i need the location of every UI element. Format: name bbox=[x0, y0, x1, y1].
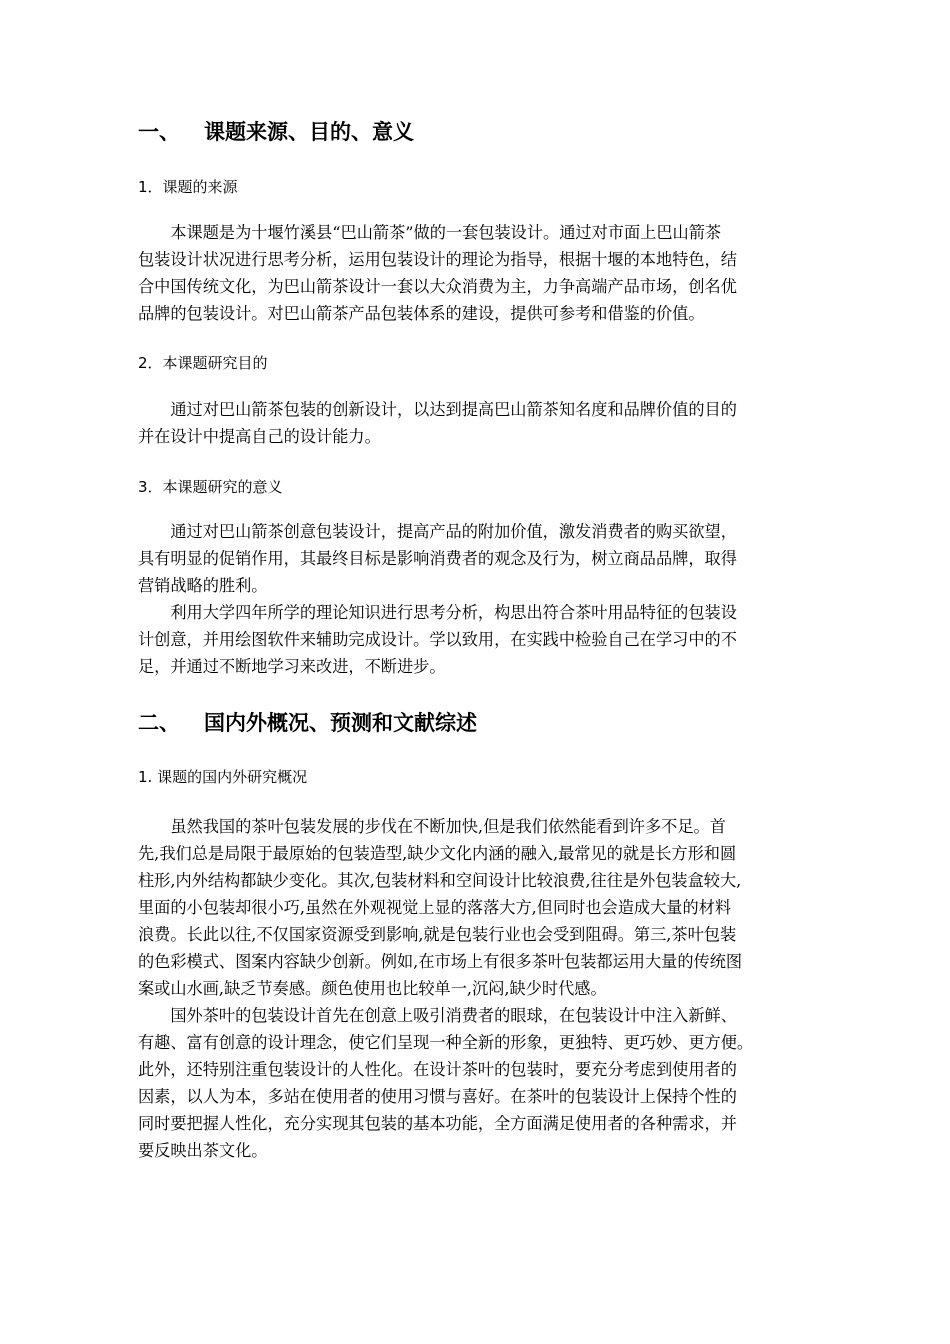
text-line: 要反映出茶文化。 bbox=[138, 1141, 268, 1160]
subsection-heading-overview: 1. 课题的国内外研究概况 bbox=[138, 768, 308, 786]
paragraph-purpose bbox=[138, 396, 860, 450]
subsection-heading-significance: 3．本课题研究的意义 bbox=[138, 478, 283, 496]
text-line: 通过对巴山箭茶创意包装设计，提高产品的附加价值，激发消费者的购买欲望， bbox=[138, 522, 737, 541]
text-line: 并在设计中提高自己的设计能力。 bbox=[138, 427, 381, 446]
text-line: 通过对巴山箭茶包装的创新设计，以达到提高巴山箭茶知名度和品牌价值的目的 bbox=[138, 400, 737, 419]
text-line: 此外，还特别注重包装设计的人性化。在设计茶叶的包装时，要充分考虑到使用者的 bbox=[138, 1060, 737, 1079]
text-line: 案或山水画,缺乏节奏感。颜色使用也比较单一,沉闷,缺少时代感。 bbox=[138, 979, 607, 998]
text-line: 利用大学四年所学的理论知识进行思考分析，构思出符合茶叶用品特征的包装设 bbox=[138, 603, 737, 622]
text-line: 品牌的包装设计。对巴山箭茶产品包装体系的建设，提供可参考和借鉴的价值。 bbox=[138, 304, 705, 323]
section-heading-1 bbox=[138, 117, 858, 147]
paragraph-source bbox=[138, 219, 860, 327]
text-line: 包装设计状况进行思考分析，运用包装设计的理论为指导，根据十堰的本地特色，结 bbox=[138, 250, 737, 269]
text-line: 本课题是为十堰竹溪县“巴山箭茶”做的一套包装设计。通过对市面上巴山箭茶 bbox=[138, 223, 722, 242]
text-line: 先,我们总是局限于最原始的包装造型,缺少文化内涵的融入,最常见的就是长方形和圆 bbox=[138, 844, 737, 863]
text-line: 合中国传统文化，为巴山箭茶设计一套以大众消费为主，力争高端产品市场，创名优 bbox=[138, 277, 737, 296]
text-line: 里面的小包装却很小巧,虽然在外观视觉上显的落落大方,但同时也会造成大量的材料 bbox=[138, 898, 732, 917]
text-line: 有趣、富有创意的设计理念，使它们呈现一种全新的形象，更独特、更巧妙、更方便。 bbox=[138, 1033, 754, 1052]
section-number: 一、 bbox=[138, 120, 180, 144]
text-line: 浪费。长此以往,不仅国家资源受到影响,就是包装行业也会受到阻碍。第三,茶叶包装 bbox=[138, 925, 737, 944]
paragraph-significance-a bbox=[138, 518, 860, 599]
section-heading-2 bbox=[138, 708, 858, 738]
text-line: 同时要把握人性化，充分实现其包装的基本功能，全方面满足使用者的各种需求，并 bbox=[138, 1114, 737, 1133]
subsection-heading-purpose: 2．本课题研究目的 bbox=[138, 354, 268, 372]
text-line: 的色彩模式、图案内容缺少创新。例如,在市场上有很多茶叶包装都运用大量的传统图 bbox=[138, 952, 743, 971]
text-line: 虽然我国的茶叶包装发展的步伐在不断加快,但是我们依然能看到许多不足。首 bbox=[138, 817, 726, 836]
section-title: 课题来源、目的、意义 bbox=[204, 120, 414, 144]
subsection-heading-source: 1．课题的来源 bbox=[138, 178, 238, 196]
section-number: 二、 bbox=[138, 711, 180, 735]
section-title: 国内外概况、预测和文献综述 bbox=[204, 711, 477, 735]
paragraph-domestic bbox=[138, 813, 860, 1002]
paragraph-significance-b bbox=[138, 599, 860, 680]
text-line: 计创意，并用绘图软件来辅助完成设计。学以致用，在实践中检验自己在学习中的不 bbox=[138, 630, 737, 649]
paragraph-foreign bbox=[138, 1002, 860, 1164]
text-line: 足，并通过不断地学习来改进，不断进步。 bbox=[138, 657, 446, 676]
text-line: 营销战略的胜利。 bbox=[138, 576, 268, 595]
text-line: 具有明显的促销作用，其最终目标是影响消费者的观念及行为，树立商品品牌，取得 bbox=[138, 549, 737, 568]
text-line: 因素，以人为本，多站在使用者的使用习惯与喜好。在茶叶的包装设计上保持个性的 bbox=[138, 1087, 737, 1106]
text-line: 国外茶叶的包装设计首先在创意上吸引消费者的眼球，在包装设计中注入新鲜、 bbox=[138, 1006, 737, 1025]
text-line: 柱形,内外结构都缺少变化。其次,包装材料和空间设计比较浪费,往往是外包装盒较大, bbox=[138, 871, 742, 890]
